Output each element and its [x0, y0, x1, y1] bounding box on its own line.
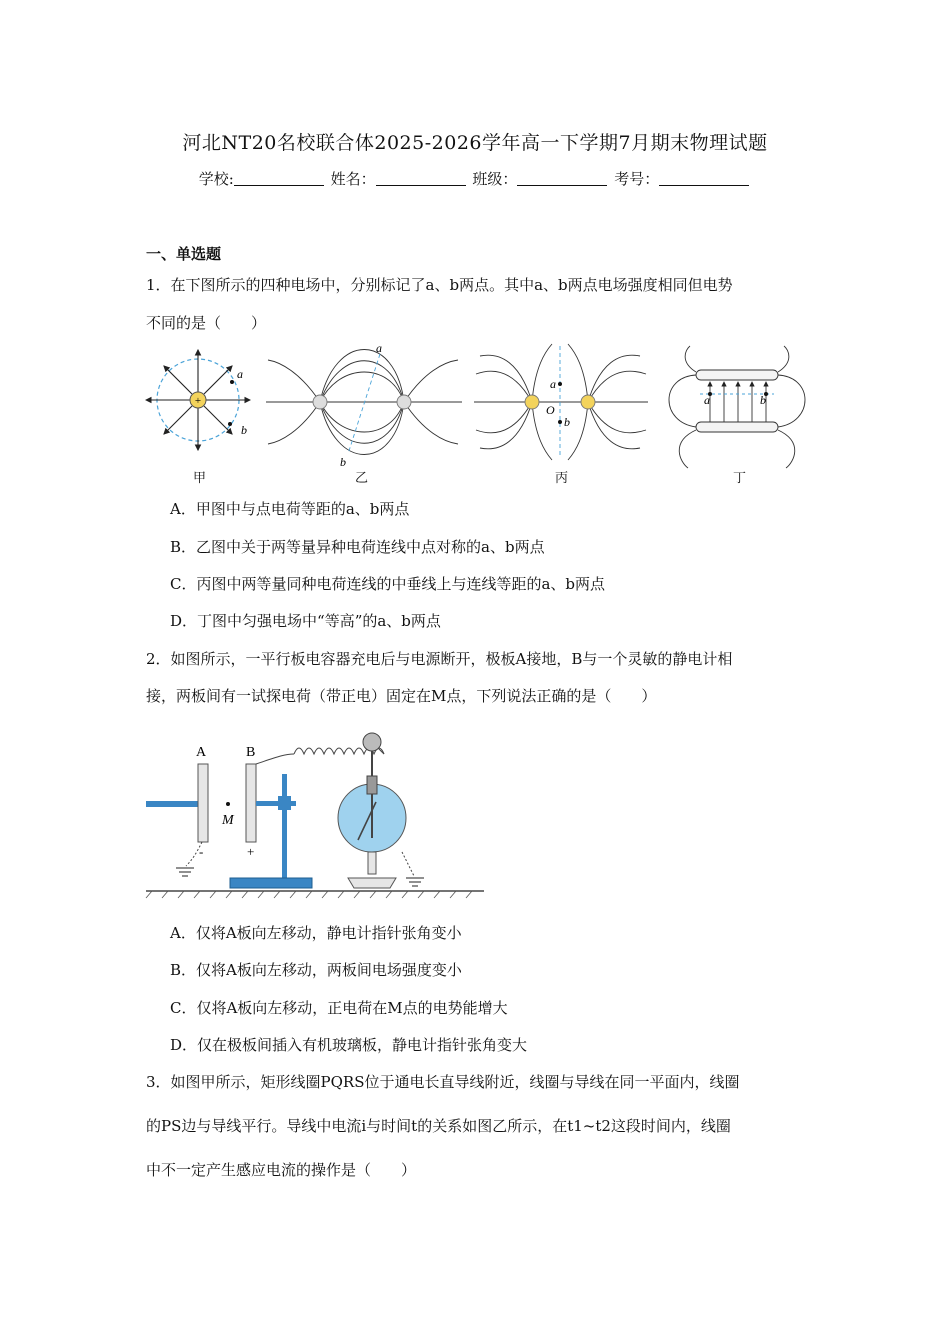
number-blank[interactable] — [659, 171, 749, 186]
class-label: 班级： — [472, 170, 518, 188]
q1-option-b[interactable]: B．乙图中关于两等量异种电荷连线中点对称的a、b两点 — [170, 538, 545, 556]
school-label: 学校: — [198, 170, 234, 188]
class-blank[interactable] — [517, 171, 607, 186]
charge-plus: + — [194, 395, 202, 407]
figure-bing — [474, 344, 648, 460]
yi-point-b: b — [340, 455, 346, 469]
fig-label-bing: 丙 — [555, 471, 569, 486]
school-blank[interactable] — [234, 171, 324, 186]
fig-label-yi: 乙 — [355, 471, 369, 486]
plate-b-label: B — [246, 745, 256, 760]
plate-a-sign: - — [199, 844, 204, 859]
student-info-line — [0, 168, 950, 189]
q1-option-a[interactable]: A．甲图中与点电荷等距的a、b两点 — [170, 500, 410, 518]
bing-point-a: a — [550, 377, 556, 391]
point-b: b — [241, 423, 247, 437]
figure-ding — [669, 346, 805, 468]
plate-a-label: A — [196, 745, 207, 760]
q1-option-d[interactable]: D．丁图中匀强电场中“等高”的a、b两点 — [170, 612, 441, 630]
number-label: 考号： — [614, 170, 660, 188]
name-blank[interactable] — [376, 171, 466, 186]
fig-label-ding: 丁 — [733, 471, 747, 486]
page-title: 河北NT20名校联合体2025-2026学年高一下学期7月期末物理试题 — [182, 132, 768, 154]
q2-stem-line2: 接，两板间有一试探电荷（带正电）固定在M点，下列说法正确的是（ ） — [146, 687, 657, 705]
fig-label-jia: 甲 — [193, 471, 207, 486]
plate-b-sign: + — [247, 844, 255, 859]
figure-jia — [146, 350, 250, 450]
q1-stem-line1: 1．在下图所示的四种电场中，分别标记了a、b两点。其中a、b两点电场强度相同但电势 — [146, 276, 733, 294]
q2-option-a[interactable]: A．仅将A板向左移动，静电计指针张角变小 — [170, 924, 462, 942]
figure-yi — [266, 350, 462, 455]
q1-stem-line2: 不同的是（ ） — [146, 314, 267, 332]
q1-figures — [140, 342, 810, 490]
q2-stem-line1: 2．如图所示，一平行板电容器充电后与电源断开，极板A接地，B与一个灵敏的静电计相 — [146, 650, 733, 668]
name-label: 姓名： — [330, 170, 376, 188]
q3-stem-line2: 的PS边与导线平行。导线中电流i与时间t的关系如图乙所示，在t1~t2这段时间内，线圈 — [146, 1117, 731, 1135]
yi-point-a: a — [376, 342, 382, 355]
q2-option-c[interactable]: C．仅将A板向左移动，正电荷在M点的电势能增大 — [170, 999, 508, 1017]
q3-stem-line1: 3．如图甲所示，矩形线圈PQRS位于通电长直导线附近，线圈与导线在同一平面内，线圈 — [146, 1073, 740, 1091]
point-a: a — [237, 367, 243, 381]
ding-point-b: b — [760, 393, 766, 407]
q1-option-c[interactable]: C．丙图中两等量同种电荷连线的中垂线上与连线等距的a、b两点 — [170, 575, 606, 593]
point-m-label: M — [222, 813, 234, 828]
q3-stem-line3: 中不一定产生感应电流的操作是（ ） — [146, 1161, 417, 1179]
q2-figure — [144, 728, 489, 900]
ding-point-a: a — [704, 393, 710, 407]
bing-point-b: b — [564, 415, 570, 429]
section-heading: 一、单选题 — [146, 245, 222, 263]
q2-option-d[interactable]: D．仅在极板间插入有机玻璃板，静电计指针张角变大 — [170, 1036, 528, 1054]
bing-point-O: O — [546, 403, 555, 417]
q2-option-b[interactable]: B．仅将A板向左移动，两板间电场强度变小 — [170, 961, 462, 979]
